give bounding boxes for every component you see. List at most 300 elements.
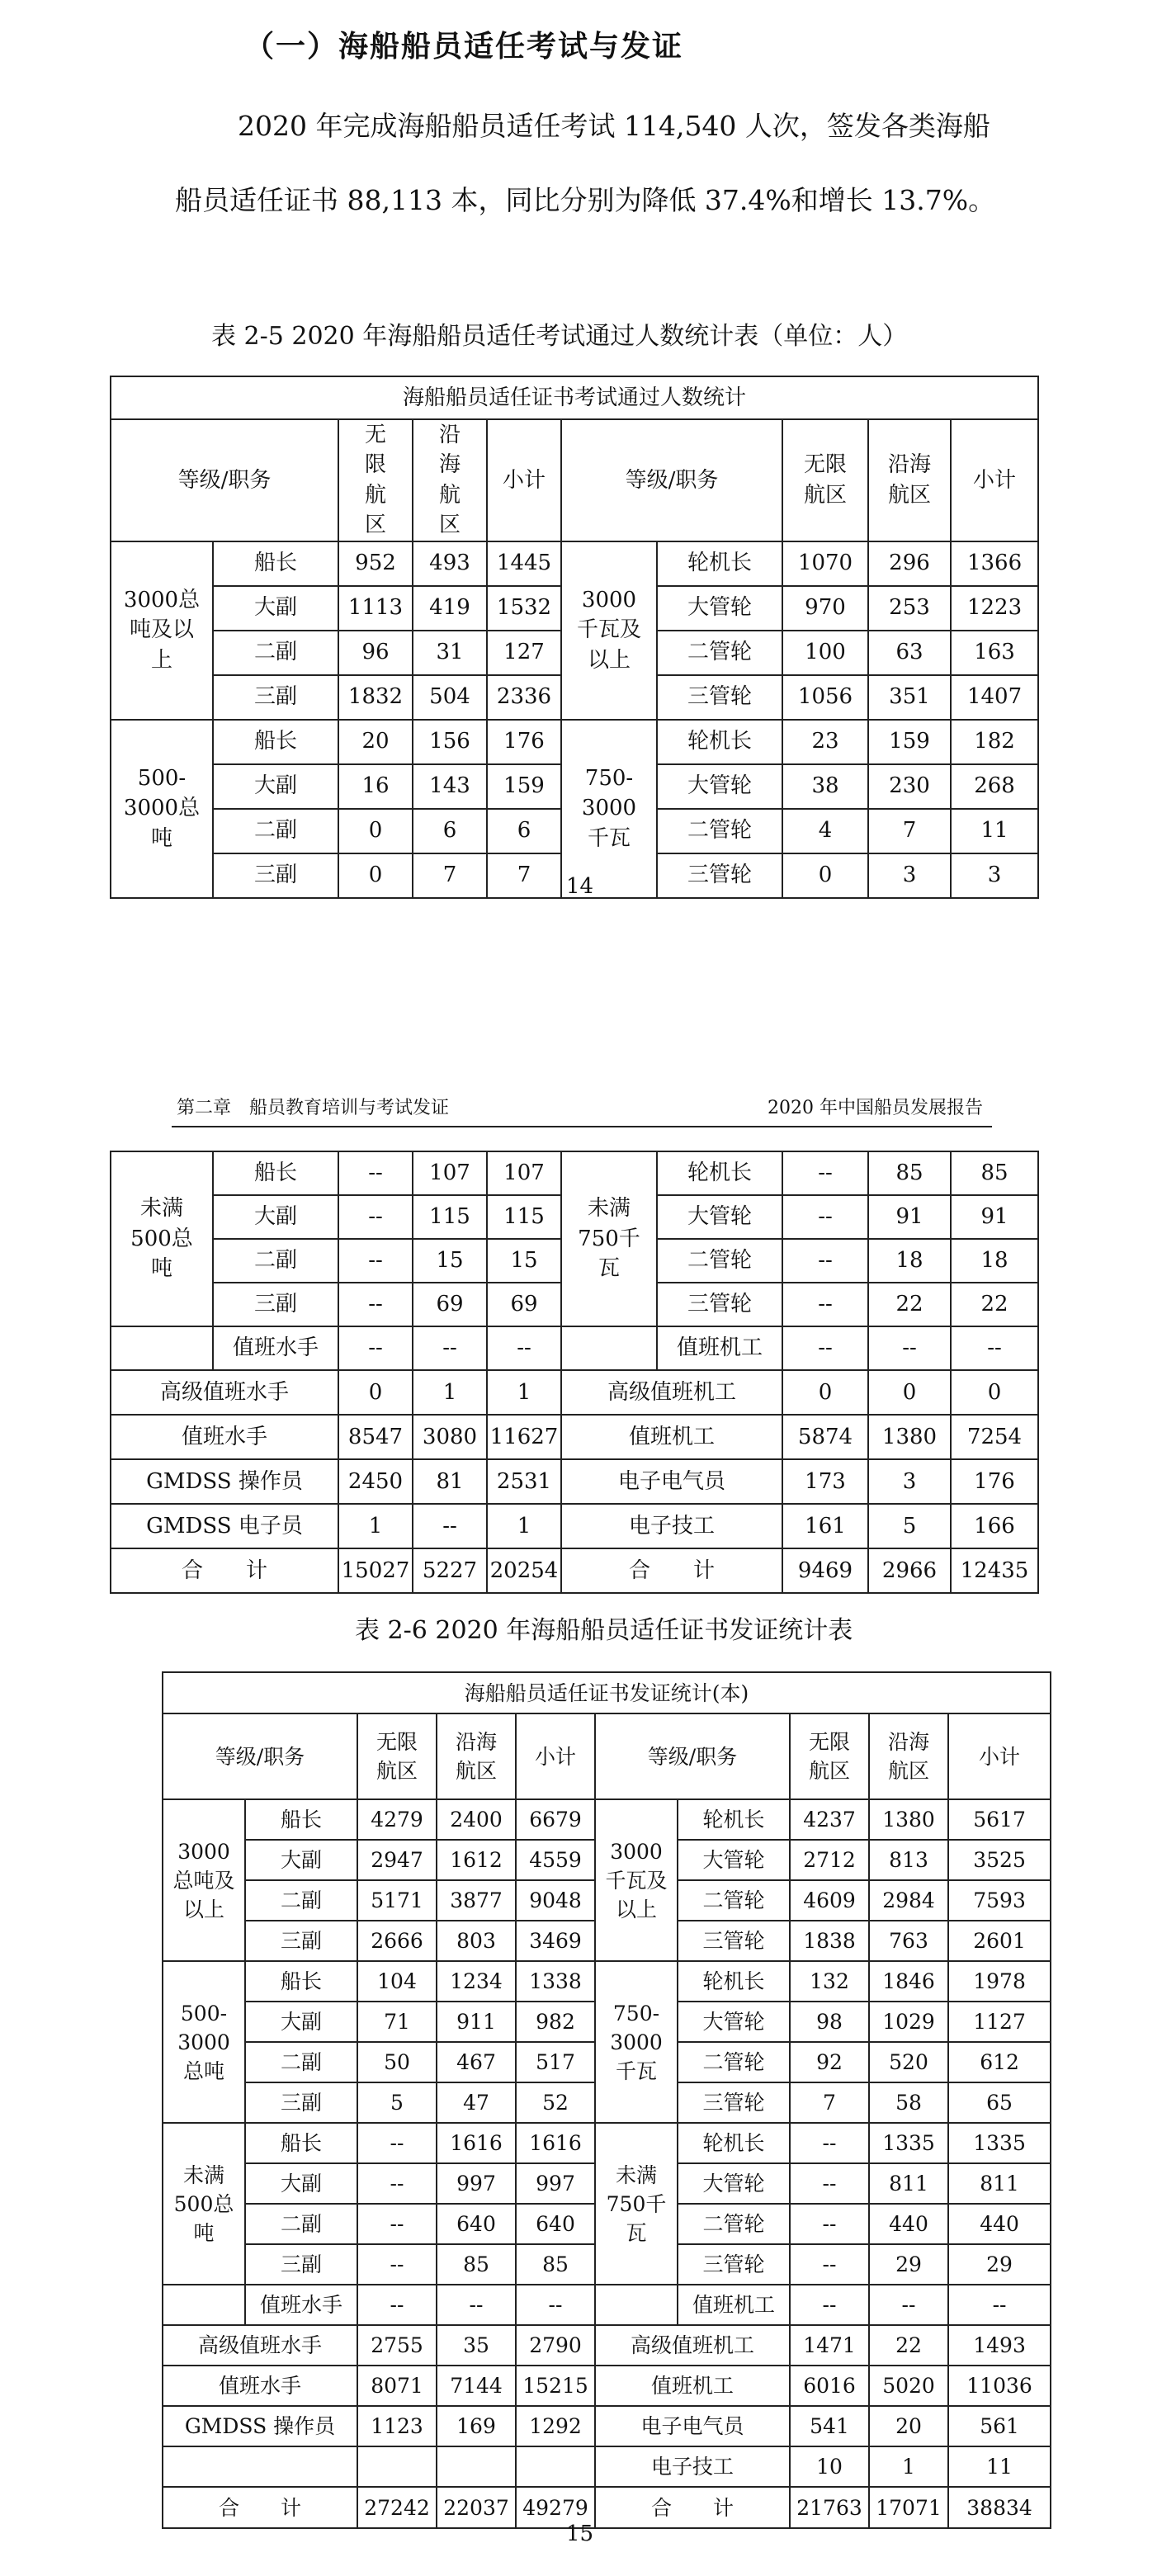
value-cell: 1532 xyxy=(487,586,561,631)
role-label: 轮机长 xyxy=(678,2123,790,2163)
role-label: 高级值班机工 xyxy=(561,1370,782,1415)
role-label: 值班机工 xyxy=(678,2285,790,2325)
value-cell: 1056 xyxy=(782,675,868,720)
value-cell: 0 xyxy=(338,853,413,898)
value-cell: 5227 xyxy=(413,1548,487,1593)
value-cell: 9048 xyxy=(516,1880,595,1921)
role-label: 船长 xyxy=(213,541,338,586)
group-label: 750-3000千瓦 xyxy=(595,1961,678,2123)
value-cell: 763 xyxy=(869,1921,948,1961)
value-cell: 1 xyxy=(487,1504,561,1548)
value-cell: 230 xyxy=(868,764,951,809)
table-row xyxy=(111,1151,1038,1195)
value-cell: 2755 xyxy=(357,2325,437,2366)
value-cell: -- xyxy=(868,1326,951,1370)
table-row xyxy=(111,720,1038,764)
role-label: 三副 xyxy=(245,2082,357,2123)
value-cell: 2601 xyxy=(948,1921,1051,1961)
subtotal-header: 小计 xyxy=(516,1713,595,1799)
group-label: 3000总吨及以上 xyxy=(111,541,213,720)
group-label: 3000千瓦及以上 xyxy=(595,1799,678,1961)
value-cell: 911 xyxy=(437,2002,516,2042)
value-cell: 1471 xyxy=(790,2325,869,2366)
role-label: 大副 xyxy=(245,1840,357,1880)
value-cell: 2712 xyxy=(790,1840,869,1880)
value-cell: 22 xyxy=(951,1283,1038,1326)
role-label: 大副 xyxy=(213,764,338,809)
role-label: 三管轮 xyxy=(678,2082,790,2123)
value-cell: 504 xyxy=(413,675,487,720)
role-label: 高级值班水手 xyxy=(111,1370,338,1415)
table-row xyxy=(111,1548,1038,1593)
value-cell: 85 xyxy=(437,2244,516,2285)
value-cell: 7144 xyxy=(437,2366,516,2406)
value-cell: 1 xyxy=(869,2446,948,2487)
role-label: 电子电气员 xyxy=(561,1459,782,1504)
grade-role-header: 等级/职务 xyxy=(561,419,782,541)
table-title: 海船船员适任证书考试通过人数统计 xyxy=(111,376,1038,419)
coastal-area-header: 沿海航区 xyxy=(869,1713,948,1799)
role-label xyxy=(163,2446,357,2487)
value-cell: 5171 xyxy=(357,1880,437,1921)
value-cell: 997 xyxy=(516,2163,595,2204)
value-cell: 813 xyxy=(869,1840,948,1880)
subtotal-header: 小计 xyxy=(948,1713,1051,1799)
value-cell: 23 xyxy=(782,720,868,764)
value-cell: 4609 xyxy=(790,1880,869,1921)
table-row xyxy=(163,2406,1051,2446)
value-cell: 8071 xyxy=(357,2366,437,2406)
value-cell: 159 xyxy=(487,764,561,809)
value-cell: 20254 xyxy=(487,1548,561,1593)
value-cell: 517 xyxy=(516,2042,595,2082)
value-cell: 91 xyxy=(868,1195,951,1239)
table-row xyxy=(163,2285,1051,2325)
value-cell: 38834 xyxy=(948,2487,1051,2528)
value-cell: -- xyxy=(782,1151,868,1195)
subtotal-header: 小计 xyxy=(951,419,1038,541)
value-cell: 31 xyxy=(413,631,487,675)
value-cell: 3080 xyxy=(413,1415,487,1459)
value-cell: -- xyxy=(869,2285,948,2325)
value-cell: 268 xyxy=(951,764,1038,809)
role-label: 二管轮 xyxy=(657,631,782,675)
value-cell xyxy=(437,2446,516,2487)
value-cell: -- xyxy=(951,1326,1038,1370)
value-cell: 4 xyxy=(782,809,868,853)
role-label: 大副 xyxy=(245,2002,357,2042)
value-cell: 22 xyxy=(869,2325,948,2366)
table-row xyxy=(111,419,1038,541)
value-cell: 7593 xyxy=(948,1880,1051,1921)
role-label: 二副 xyxy=(213,1239,338,1283)
blank-cell xyxy=(163,2285,245,2325)
running-header-report: 2020 年中国船员发展报告 xyxy=(768,1098,983,1118)
value-cell: -- xyxy=(413,1504,487,1548)
value-cell: -- xyxy=(782,1326,868,1370)
value-cell: 182 xyxy=(951,720,1038,764)
role-label: 三管轮 xyxy=(678,1921,790,1961)
value-cell: 11 xyxy=(948,2446,1051,2487)
value-cell: 640 xyxy=(516,2204,595,2244)
role-label: 值班机工 xyxy=(657,1326,782,1370)
value-cell: 0 xyxy=(868,1370,951,1415)
role-label: 大副 xyxy=(213,586,338,631)
role-label: 二管轮 xyxy=(678,1880,790,1921)
value-cell xyxy=(357,2446,437,2487)
value-cell: -- xyxy=(357,2123,437,2163)
value-cell: 1 xyxy=(413,1370,487,1415)
table-row xyxy=(163,2123,1051,2163)
value-cell: -- xyxy=(790,2204,869,2244)
group-label: 3000千瓦及以上 xyxy=(561,541,657,720)
table-row xyxy=(163,2325,1051,2366)
value-cell: 1335 xyxy=(948,2123,1051,2163)
role-label: 二管轮 xyxy=(657,809,782,853)
value-cell: 811 xyxy=(948,2163,1051,2204)
unlimited-area-header: 无限航区 xyxy=(338,419,413,541)
value-cell: 173 xyxy=(782,1459,868,1504)
value-cell: 15215 xyxy=(516,2366,595,2406)
value-cell: 176 xyxy=(951,1459,1038,1504)
value-cell: 419 xyxy=(413,586,487,631)
value-cell: 107 xyxy=(487,1151,561,1195)
value-cell: 1113 xyxy=(338,586,413,631)
role-label: 大副 xyxy=(245,2163,357,2204)
role-label: 二管轮 xyxy=(657,1239,782,1283)
role-label: 轮机长 xyxy=(657,541,782,586)
value-cell: -- xyxy=(437,2285,516,2325)
group-label: 未满750千瓦 xyxy=(561,1151,657,1326)
value-cell: 29 xyxy=(869,2244,948,2285)
value-cell: 296 xyxy=(868,541,951,586)
value-cell: 2336 xyxy=(487,675,561,720)
value-cell: -- xyxy=(338,1195,413,1239)
role-label: 值班水手 xyxy=(213,1326,338,1370)
value-cell: 115 xyxy=(413,1195,487,1239)
value-cell: 493 xyxy=(413,541,487,586)
value-cell: 0 xyxy=(782,853,868,898)
role-label: 三副 xyxy=(245,1921,357,1961)
value-cell: 3 xyxy=(868,853,951,898)
value-cell: 65 xyxy=(948,2082,1051,2123)
value-cell: -- xyxy=(357,2244,437,2285)
value-cell: 1838 xyxy=(790,1921,869,1961)
group-label: 500-3000总吨 xyxy=(163,1961,245,2123)
role-label: 三管轮 xyxy=(657,853,782,898)
value-cell: 2531 xyxy=(487,1459,561,1504)
value-cell: 12435 xyxy=(951,1548,1038,1593)
value-cell: 4559 xyxy=(516,1840,595,1880)
value-cell: 8547 xyxy=(338,1415,413,1459)
table-title: 海船船员适任证书发证统计(本) xyxy=(163,1672,1051,1713)
value-cell: 1123 xyxy=(357,2406,437,2446)
table-row xyxy=(163,1799,1051,1840)
value-cell: 2966 xyxy=(868,1548,951,1593)
unlimited-area-header: 无限航区 xyxy=(790,1713,869,1799)
value-cell: 1 xyxy=(338,1504,413,1548)
role-label: 三管轮 xyxy=(678,2244,790,2285)
value-cell: 253 xyxy=(868,586,951,631)
role-label: 轮机长 xyxy=(678,1961,790,2002)
value-cell: 6016 xyxy=(790,2366,869,2406)
value-cell: 85 xyxy=(516,2244,595,2285)
value-cell: 440 xyxy=(948,2204,1051,2244)
value-cell: 100 xyxy=(782,631,868,675)
role-label: 三管轮 xyxy=(657,1283,782,1326)
value-cell: 1380 xyxy=(868,1415,951,1459)
role-label: 大管轮 xyxy=(657,586,782,631)
value-cell: 159 xyxy=(868,720,951,764)
role-label: 二副 xyxy=(245,2042,357,2082)
value-cell: 1407 xyxy=(951,675,1038,720)
role-label: 三副 xyxy=(213,1283,338,1326)
role-label: 二副 xyxy=(245,1880,357,1921)
value-cell: 5874 xyxy=(782,1415,868,1459)
value-cell: 997 xyxy=(437,2163,516,2204)
value-cell: 127 xyxy=(487,631,561,675)
role-label: 船长 xyxy=(213,720,338,764)
value-cell: 3 xyxy=(951,853,1038,898)
value-cell: 803 xyxy=(437,1921,516,1961)
value-cell: 22 xyxy=(868,1283,951,1326)
value-cell: 5617 xyxy=(948,1799,1051,1840)
value-cell: 6679 xyxy=(516,1799,595,1840)
value-cell: 6 xyxy=(487,809,561,853)
value-cell: 6 xyxy=(413,809,487,853)
value-cell: -- xyxy=(782,1283,868,1326)
value-cell: -- xyxy=(357,2163,437,2204)
role-label: 二副 xyxy=(245,2204,357,2244)
value-cell: 1366 xyxy=(951,541,1038,586)
value-cell: 96 xyxy=(338,631,413,675)
value-cell: 29 xyxy=(948,2244,1051,2285)
grade-role-header: 等级/职务 xyxy=(163,1713,357,1799)
section-heading: （一）海船船员适任考试与发证 xyxy=(244,30,684,64)
group-label: 750-3000千瓦 xyxy=(561,720,657,898)
value-cell: 2790 xyxy=(516,2325,595,2366)
value-cell: 161 xyxy=(782,1504,868,1548)
subtotal-header: 小计 xyxy=(487,419,561,541)
value-cell: 92 xyxy=(790,2042,869,2082)
value-cell: 16 xyxy=(338,764,413,809)
blank-cell xyxy=(561,1326,657,1370)
value-cell: 1 xyxy=(487,1370,561,1415)
role-label: 三副 xyxy=(213,675,338,720)
header-rule xyxy=(172,1126,992,1127)
table-row xyxy=(163,1672,1051,1713)
role-label: 二副 xyxy=(213,631,338,675)
group-label: 500-3000总吨 xyxy=(111,720,213,898)
value-cell: 612 xyxy=(948,2042,1051,2082)
value-cell: 1493 xyxy=(948,2325,1051,2366)
value-cell: 1445 xyxy=(487,541,561,586)
unlimited-area-header: 无限航区 xyxy=(782,419,868,541)
value-cell: 63 xyxy=(868,631,951,675)
value-cell: 20 xyxy=(869,2406,948,2446)
value-cell: 1070 xyxy=(782,541,868,586)
certificate-issuance-table xyxy=(162,1671,1051,2529)
value-cell: -- xyxy=(357,2204,437,2244)
group-label: 未满500总吨 xyxy=(111,1151,213,1326)
value-cell: 0 xyxy=(951,1370,1038,1415)
page-number: 14 xyxy=(566,874,594,899)
value-cell: 1380 xyxy=(869,1799,948,1840)
value-cell: 970 xyxy=(782,586,868,631)
value-cell: 81 xyxy=(413,1459,487,1504)
value-cell: 49279 xyxy=(516,2487,595,2528)
role-label: 船长 xyxy=(245,2123,357,2163)
value-cell: 2400 xyxy=(437,1799,516,1840)
value-cell: 85 xyxy=(868,1151,951,1195)
value-cell: 351 xyxy=(868,675,951,720)
value-cell: -- xyxy=(487,1326,561,1370)
table2-caption: 表 2-6 2020 年海船船员适任证书发证统计表 xyxy=(355,1616,853,1645)
value-cell: 440 xyxy=(869,2204,948,2244)
value-cell: 2666 xyxy=(357,1921,437,1961)
value-cell: -- xyxy=(338,1239,413,1283)
role-label: 船长 xyxy=(245,1961,357,2002)
value-cell: -- xyxy=(338,1283,413,1326)
table-row xyxy=(163,2487,1051,2528)
value-cell: -- xyxy=(413,1326,487,1370)
role-label: 大管轮 xyxy=(678,2163,790,2204)
role-label: 值班水手 xyxy=(111,1415,338,1459)
role-label: 二管轮 xyxy=(678,2042,790,2082)
value-cell: 47 xyxy=(437,2082,516,2123)
value-cell: 22037 xyxy=(437,2487,516,2528)
value-cell: 27242 xyxy=(357,2487,437,2528)
value-cell: 2984 xyxy=(869,1880,948,1921)
value-cell: 15 xyxy=(487,1239,561,1283)
value-cell: 640 xyxy=(437,2204,516,2244)
role-label: 三管轮 xyxy=(657,675,782,720)
role-label: 大管轮 xyxy=(657,764,782,809)
role-label: 三副 xyxy=(213,853,338,898)
value-cell: -- xyxy=(790,2244,869,2285)
value-cell: 1234 xyxy=(437,1961,516,2002)
running-header-chapter: 第二章 船员教育培训与考试发证 xyxy=(177,1098,450,1118)
role-label: GMDSS 操作员 xyxy=(111,1459,338,1504)
role-label: 大副 xyxy=(213,1195,338,1239)
value-cell: 18 xyxy=(951,1239,1038,1283)
role-label: 值班机工 xyxy=(595,2366,790,2406)
value-cell: 1616 xyxy=(437,2123,516,2163)
table-row xyxy=(111,541,1038,586)
value-cell: 7 xyxy=(790,2082,869,2123)
value-cell: 69 xyxy=(487,1283,561,1326)
value-cell: 4237 xyxy=(790,1799,869,1840)
coastal-area-header: 沿海航区 xyxy=(437,1713,516,1799)
value-cell: 38 xyxy=(782,764,868,809)
table-row xyxy=(111,1459,1038,1504)
value-cell: 467 xyxy=(437,2042,516,2082)
grade-role-header: 等级/职务 xyxy=(595,1713,790,1799)
table-row xyxy=(111,1415,1038,1459)
value-cell: 952 xyxy=(338,541,413,586)
value-cell: 11627 xyxy=(487,1415,561,1459)
role-label: 大管轮 xyxy=(657,1195,782,1239)
role-label: 船长 xyxy=(245,1799,357,1840)
value-cell: 3469 xyxy=(516,1921,595,1961)
value-cell: 107 xyxy=(413,1151,487,1195)
value-cell: -- xyxy=(338,1151,413,1195)
value-cell: 520 xyxy=(869,2042,948,2082)
value-cell: 71 xyxy=(357,2002,437,2042)
table-row xyxy=(111,1370,1038,1415)
table-row xyxy=(111,1504,1038,1548)
unlimited-area-header: 无限航区 xyxy=(357,1713,437,1799)
value-cell: -- xyxy=(516,2285,595,2325)
value-cell: 132 xyxy=(790,1961,869,2002)
table-row xyxy=(163,1961,1051,2002)
value-cell: 1292 xyxy=(516,2406,595,2446)
value-cell: 115 xyxy=(487,1195,561,1239)
value-cell: 10 xyxy=(790,2446,869,2487)
value-cell: 0 xyxy=(338,809,413,853)
value-cell: -- xyxy=(790,2123,869,2163)
value-cell: 35 xyxy=(437,2325,516,2366)
value-cell: 982 xyxy=(516,2002,595,2042)
value-cell: 561 xyxy=(948,2406,1051,2446)
value-cell: -- xyxy=(782,1195,868,1239)
value-cell: 541 xyxy=(790,2406,869,2446)
value-cell: 1612 xyxy=(437,1840,516,1880)
value-cell: -- xyxy=(948,2285,1051,2325)
role-label: 电子电气员 xyxy=(595,2406,790,2446)
role-label: 高级值班水手 xyxy=(163,2325,357,2366)
table-row xyxy=(163,1713,1051,1799)
value-cell: 20 xyxy=(338,720,413,764)
role-label: 二管轮 xyxy=(678,2204,790,2244)
table-row xyxy=(163,2366,1051,2406)
value-cell: 166 xyxy=(951,1504,1038,1548)
exam-pass-table-continued xyxy=(110,1151,1039,1594)
value-cell: 1978 xyxy=(948,1961,1051,2002)
table-row xyxy=(111,376,1038,419)
coastal-area-header: 沿海航区 xyxy=(868,419,951,541)
value-cell: -- xyxy=(790,2163,869,2204)
group-label: 未满750千瓦 xyxy=(595,2123,678,2285)
value-cell: 7254 xyxy=(951,1415,1038,1459)
role-label: 值班机工 xyxy=(561,1415,782,1459)
role-label: GMDSS 电子员 xyxy=(111,1504,338,1548)
grade-role-header: 等级/职务 xyxy=(111,419,338,541)
role-label: 电子技工 xyxy=(595,2446,790,2487)
value-cell: 104 xyxy=(357,1961,437,2002)
value-cell: 2450 xyxy=(338,1459,413,1504)
role-label: 三副 xyxy=(245,2244,357,2285)
value-cell: 7 xyxy=(868,809,951,853)
value-cell: 5 xyxy=(868,1504,951,1548)
group-label: 3000总吨及以上 xyxy=(163,1799,245,1961)
table1-caption: 表 2-5 2020 年海船船员适任考试通过人数统计表（单位：人） xyxy=(211,322,908,351)
table-row xyxy=(111,1326,1038,1370)
value-cell: 1616 xyxy=(516,2123,595,2163)
value-cell: 18 xyxy=(868,1239,951,1283)
value-cell: 169 xyxy=(437,2406,516,2446)
value-cell: 5020 xyxy=(869,2366,948,2406)
value-cell: 1127 xyxy=(948,2002,1051,2042)
table-row xyxy=(163,2446,1051,2487)
value-cell: 0 xyxy=(338,1370,413,1415)
value-cell: 15027 xyxy=(338,1548,413,1593)
value-cell: 1029 xyxy=(869,2002,948,2042)
role-label: 轮机长 xyxy=(657,720,782,764)
value-cell: 7 xyxy=(487,853,561,898)
role-label: 值班水手 xyxy=(163,2366,357,2406)
value-cell: -- xyxy=(790,2285,869,2325)
